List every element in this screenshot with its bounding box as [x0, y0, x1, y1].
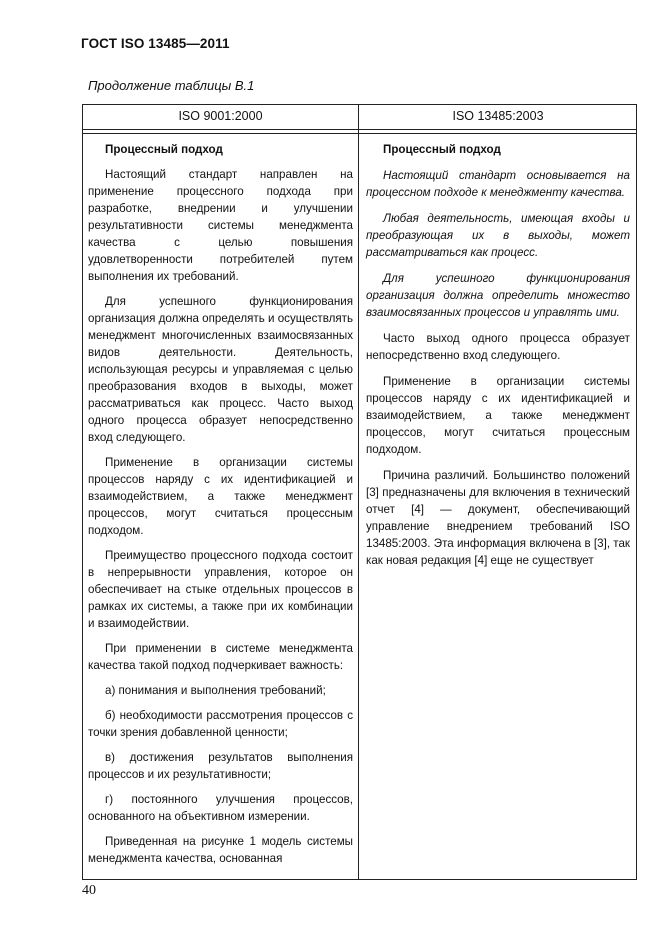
right-paragraph: Часто выход одного процесса образует непосредственно вход следующего.: [366, 332, 630, 362]
header-divider-double: [83, 133, 636, 134]
left-paragraph: При применении в системе менеджмента качества такой подход подчеркивает важность:: [88, 642, 353, 672]
left-paragraph: Приведенная на рисунке 1 модель системы менеджмента качества, основанная: [88, 835, 353, 865]
page-number: 40: [82, 883, 96, 898]
left-list-item: а) понимания и выполнения требований;: [105, 684, 326, 697]
left-paragraph: Преимущество процессного подхода состоит в непрерывности управления, которое он обеспечивает на стыке отдельных процессов в рамках их системы, а также при их комбинации и взаимодействии.: [88, 549, 353, 630]
header-divider: [83, 129, 636, 130]
left-paragraph: Настоящий стандарт направлен на применение процессного подхода при разработке, внедрении и улучшении результативности системы менеджмента качества с целью повышения удовлетворенности потребителей путем выполнения их требований.: [88, 168, 353, 283]
right-paragraph: Настоящий стандарт основывается на процессном подходе к менеджменту качества.: [366, 169, 630, 199]
left-list-item: в) достижения результатов выполнения процессов и их результативности;: [88, 751, 353, 781]
document-header: ГОСТ ISO 13485—2011: [81, 36, 230, 51]
left-list-item: б) необходимости рассмотрения процессов с точки зрения добавленной ценности;: [88, 709, 353, 739]
column-divider: [358, 105, 359, 879]
column-header-iso13485: ISO 13485:2003: [452, 109, 544, 123]
right-paragraph: Применение в организации системы процессов наряду с их идентификацией и взаимодействием, а также менеджмент процессов, могут считаться процессным подходом.: [366, 375, 630, 456]
left-paragraph: Процессный подход: [105, 143, 223, 156]
column-header-iso9001: ISO 9001:2000: [178, 109, 263, 123]
right-paragraph: Любая деятельность, имеющая входы и преобразующая их в выходы, может рассматриваться как процесс.: [366, 212, 630, 259]
table-caption: Продолжение таблицы В.1: [88, 78, 255, 93]
right-paragraph: Для успешного функционирования организация должна определить множество взаимосвязанных процессов и управлять ими.: [366, 272, 630, 319]
comparison-table: [82, 104, 637, 880]
right-column-text: [366, 141, 630, 578]
left-paragraph: Применение в организации системы процессов наряду с их идентификацией и взаимодействием, а также менеджмент процессов, могут считаться процессным подходом.: [88, 456, 353, 537]
left-column-text: [88, 141, 353, 875]
right-paragraph: Причина различий. Большинство положений [3] предназначены для включения в технический отчет [4] — документ, обеспечивающий управление внедрением требований ISO 13485:2003. Эта информация включена в [3], так как новая редакция [4] еще не существует: [366, 469, 630, 567]
left-list-item: г) постоянного улучшения процессов, основанного на объективном измерении.: [88, 793, 353, 823]
right-paragraph: Процессный подход: [383, 143, 501, 156]
left-paragraph: Для успешного функционирования организация должна определять и осуществлять менеджмент многочисленных взаимосвязанных видов деятельности. Деятельность, использующая ресурсы и управляемая с целью преобразования входов в выходы, может рассматриваться как процесс. Часто выход одного процесса образует непосредственно вход следующего.: [88, 295, 353, 444]
